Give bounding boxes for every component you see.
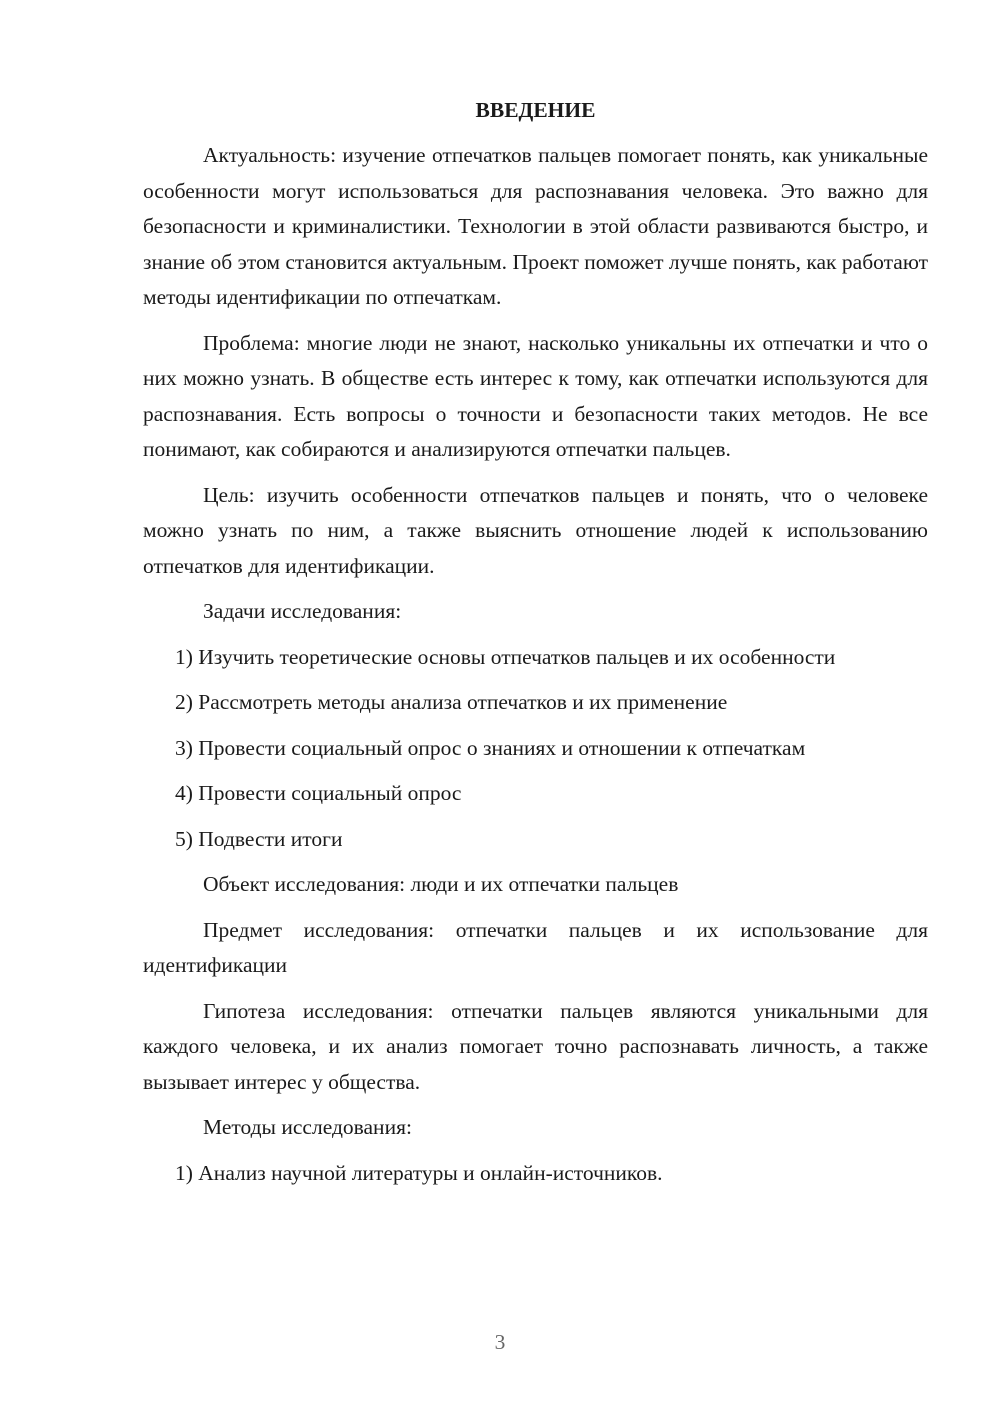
hypothesis-paragraph: Гипотеза исследования: отпечатки пальцев являются уникальными для каждого человека, и их анализ помогает точно распознавать личность, а также вызывает интерес у общества. xyxy=(143,998,928,1094)
task-item-4: 4) Провести социальный опрос xyxy=(175,781,462,805)
methods-heading: Методы исследования: xyxy=(203,1115,412,1139)
relevance-paragraph: Актуальность: изучение отпечатков пальцев помогает понять, как уникальные особенности могут использоваться для распознавания человека. Это важно для безопасности и криминалистики. Технологии в этой области развиваются быстро, и знание об этом становится актуальным. Проект поможет лучше понять, как работают методы идентификации по отпечаткам. xyxy=(143,143,928,309)
task-item-5: 5) Подвести итоги xyxy=(175,826,343,851)
tasks-heading: Задачи исследования: xyxy=(203,599,402,623)
subject-paragraph: Предмет исследования: отпечатки пальцев и их использование для идентификации xyxy=(143,917,928,977)
task-item-1: 1) Изучить теоретические основы отпечатков пальцев и их особенности xyxy=(175,644,836,669)
method-item-1: 1) Анализ научной литературы и онлайн-источников. xyxy=(175,1160,663,1185)
goal-paragraph: Цель: изучить особенности отпечатков пальцев и понять, что о человеке можно узнать по ним, а также выяснить отношение людей к использованию отпечатков для идентификации. xyxy=(143,482,928,578)
page-title: ВВЕДЕНИЕ xyxy=(475,98,596,122)
page-content xyxy=(143,94,928,1201)
object-paragraph: Объект исследования: люди и их отпечатки пальцев xyxy=(203,872,679,896)
problem-paragraph: Проблема: многие люди не знают, насколько уникальны их отпечатки и что о них можно узнать. В обществе есть интерес к тому, как отпечатки используются для распознавания. Есть вопросы о точности и безопасности таких методов. Не все понимают, как собираются и анализируются отпечатки пальцев. xyxy=(143,330,928,461)
page-number: 3 xyxy=(494,1330,506,1354)
task-item-2: 2) Рассмотреть методы анализа отпечатков и их применение xyxy=(175,690,728,714)
task-item-3: 3) Провести социальный опрос о знаниях и отношении к отпечаткам xyxy=(175,735,806,760)
